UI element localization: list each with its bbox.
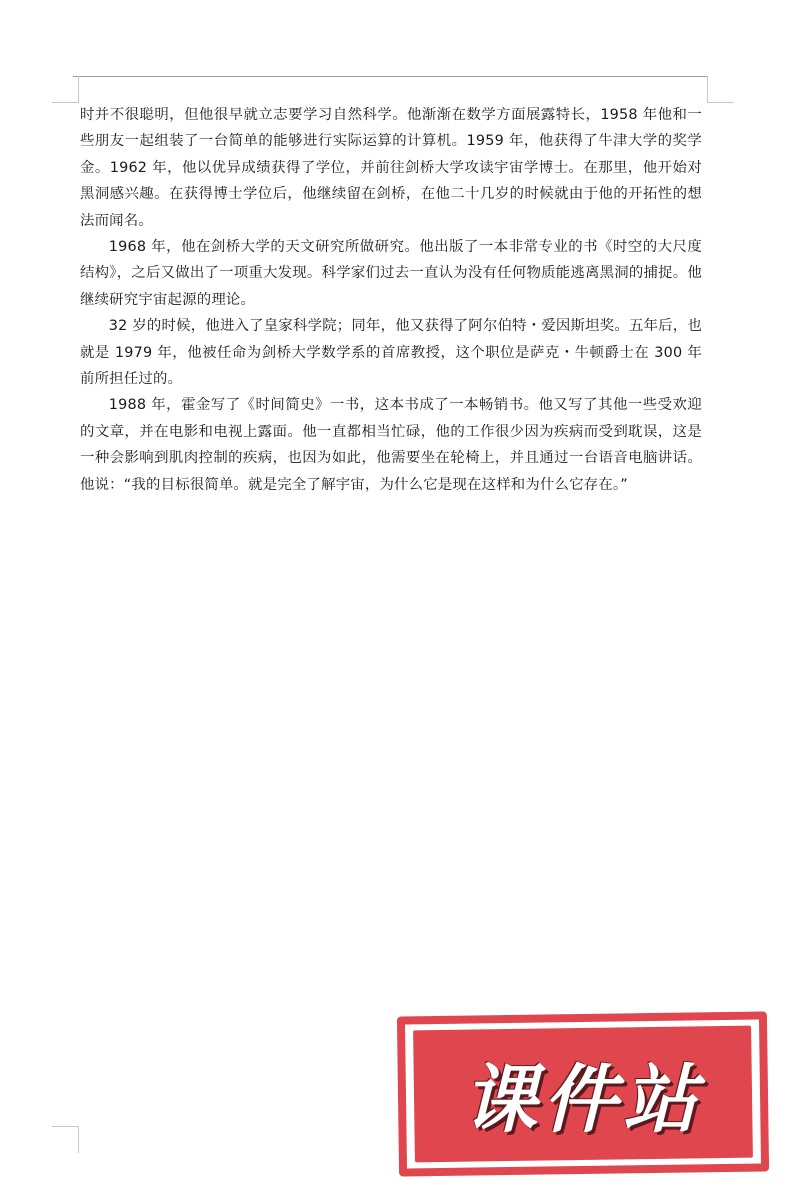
watermark-stamp: [398, 1014, 768, 1174]
paragraph-4: 1988 年，霍金写了《时间简史》一书，这本书成了一本畅销书。他又写了其他一些受欢迎的文章，并在电影和电视上露面。他一直都相当忙碌，他的工作很少因为疾病而受到耽误，这是一种会影响到肌肉控制的疾病，也因为如此，他需要坐在轮椅上，并且通过一台语音电脑讲话。他说：“我的目标很简单。就是完全了解宇宙，为什么它是现在这样和为什么它存在。”: [80, 397, 702, 493]
page-header-rule: [73, 76, 708, 77]
watermark-text: 课件站: [463, 1057, 703, 1143]
page-corner-mark-top-left: [52, 76, 79, 103]
paragraph-1: 时并不很聪明，但他很早就立志要学习自然科学。他渐渐在数学方面展露特长，1958 年他和一些朋友一起组装了一台简单的能够进行实际运算的计算机。1959 年，他获得了牛津大学的奖学金。1962 年，他以优异成绩获得了学位，并前往剑桥大学攻读宇宙学博士。在那里，他开始对黑洞感兴趣。在获得博士学位后，他继续留在剑桥，在他二十几岁的时候就由于他的开拓性的想法而闻名。: [80, 107, 702, 229]
page-corner-mark-top-right: [707, 76, 734, 103]
paragraph-3: 32 岁的时候，他进入了皇家科学院；同年，他又获得了阿尔伯特・爱因斯坦奖。五年后，也就是 1979 年，他被任命为剑桥大学数学系的首席教授，这个职位是萨克・牛顿爵士在 300 年前所担任过的。: [80, 318, 702, 388]
document-body: [80, 102, 702, 498]
page-corner-mark-bottom-left: [52, 1126, 79, 1153]
paragraph-2: 1968 年，他在剑桥大学的天文研究所做研究。他出版了一本非常专业的书《时空的大尺度结构》，之后又做出了一项重大发现。科学家们过去一直认为没有任何物质能逃离黑洞的捕捉。他继续研究宇宙起源的理论。: [80, 239, 702, 308]
